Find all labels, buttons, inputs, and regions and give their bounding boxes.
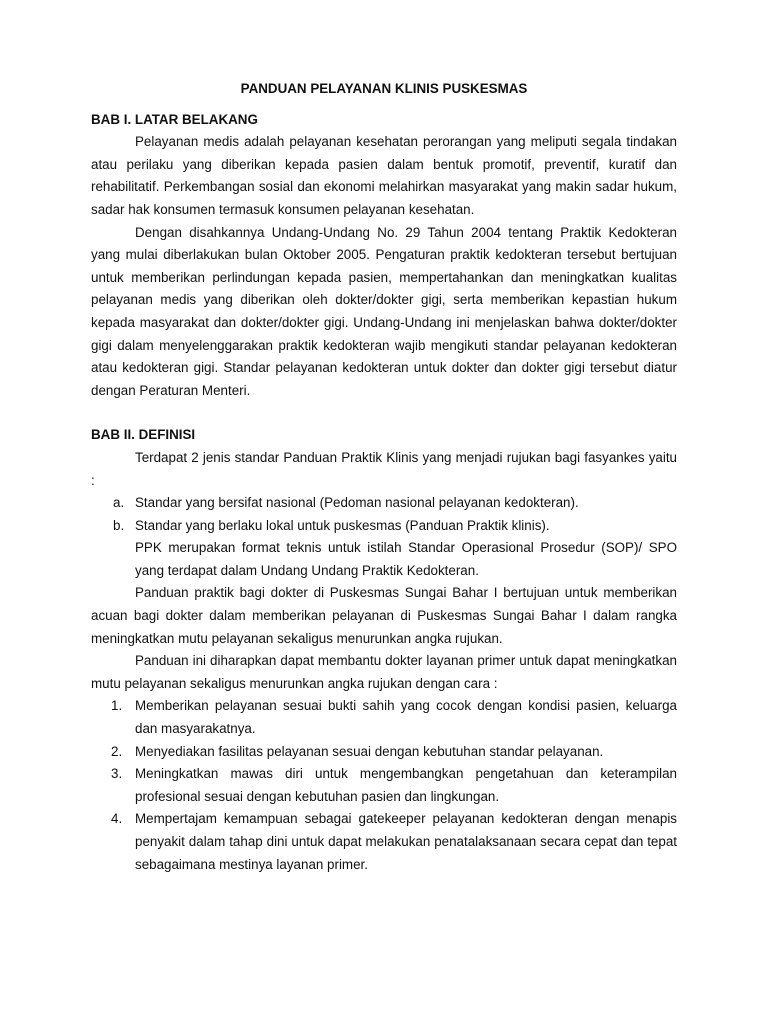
list-item-text: Mempertajam kemampuan sebagai gatekeeper pelayanan kedokteran dengan menapis penyakit dalam tahap dini untuk dapat melakukan penatalaksanaan secara cepat dan tepat sebagaimana mestinya layanan primer. [135, 811, 677, 872]
bab2-heading: BAB II. DEFINISI [91, 427, 196, 443]
bab1-paragraph-2: Dengan disahkannya Undang-Undang No. 29 Tahun 2004 tentang Praktik Kedokteran yang mulai diberlakukan bulan Oktober 2005. Pengaturan praktik kedokteran tersebut bertujuan untuk memberikan perlindungan kepada pasien, mempertahankan dan meningkatkan kualitas pelayanan medis yang diberikan oleh dokter/dokter gigi, serta memberikan kepastian hukum kepada masyarakat dan dokter/dokter gigi. Undang-Undang ini menjelaskan bahwa dokter/dokter gigi dalam menyelenggarakan praktik kedokteran wajib mengikuti standar pelayanan kedokteran atau kedokteran gigi. Standar pelayanan kedokteran untuk dokter dan dokter gigi tersebut diatur dengan Peraturan Menteri. [91, 224, 677, 398]
list-item-text: Menyediakan fasilitas pelayanan sesuai dengan kebutuhan standar pelayanan. [135, 743, 604, 759]
numbered-list [91, 695, 677, 876]
bab2-paragraph-3: Panduan praktik bagi dokter di Puskesmas Sungai Bahar I bertujuan untuk memberikan acuan bagi dokter dalam memberikan pelayanan di Puskesmas Sungai Bahar I dalam rangka meningkatkan mutu pelayanan sekaligus menurunkan angka rujukan. [91, 585, 677, 646]
alpha-list [91, 492, 677, 537]
document-title: PANDUAN PELAYANAN KLINIS PUSKESMAS [240, 81, 528, 96]
list-marker: 2. [111, 743, 123, 759]
bab2-paragraph-2: PPK merupakan format teknis untuk istilah Standar Operasional Prosedur (SOP)/ SPO yang terdapat dalam Undang Undang Praktik Kedokteran. [135, 540, 677, 578]
list-item [91, 763, 677, 808]
list-marker: b. [113, 517, 125, 533]
bab2-paragraph-4: Panduan ini diharapkan dapat membantu dokter layanan primer untuk dapat meningkatkan mutu pelayanan sekaligus menurunkan angka rujukan dengan cara : [91, 653, 677, 691]
bab2-paragraph-1: Terdapat 2 jenis standar Panduan Praktik Klinis yang menjadi rujukan bagi fasyankes yaitu : [91, 449, 677, 488]
section-gap [91, 402, 677, 424]
list-item-text: Meningkatkan mawas diri untuk mengembangkan pengetahuan dan keterampilan profesional sesuai dengan kebutuhan pasien dan lingkungan. [135, 766, 677, 804]
list-marker: 1. [111, 698, 123, 714]
list-item-text: Memberikan pelayanan sesuai bukti sahih yang cocok dengan kondisi pasien, keluarga dan masyarakatnya. [135, 698, 677, 737]
list-item-text: Standar yang berlaku lokal untuk puskesmas (Panduan Praktik klinis). [135, 517, 550, 533]
list-marker: 4. [111, 811, 123, 827]
bab1-paragraph-1: Pelayanan medis adalah pelayanan kesehatan perorangan yang meliputi segala tindakan atau perilaku yang diberikan kepada pasien dalam bentuk promotif, preventif, kuratif dan rehabilitatif. Perkembangan sosial dan ekonomi melahirkan masyarakat yang makin sadar hukum, sadar hak konsumen termasuk konsumen pelayanan kesehatan. [91, 134, 677, 217]
list-item [91, 741, 677, 764]
list-item [91, 515, 677, 538]
list-marker: 3. [111, 766, 123, 782]
bab1-heading: BAB I. LATAR BELAKANG [91, 111, 258, 127]
document-page [91, 78, 677, 876]
list-item [91, 695, 677, 740]
list-item [91, 492, 677, 515]
list-item-text: Standar yang bersifat nasional (Pedoman nasional pelayanan kedokteran). [135, 495, 579, 511]
list-marker: a. [113, 495, 125, 511]
list-item [91, 808, 677, 876]
